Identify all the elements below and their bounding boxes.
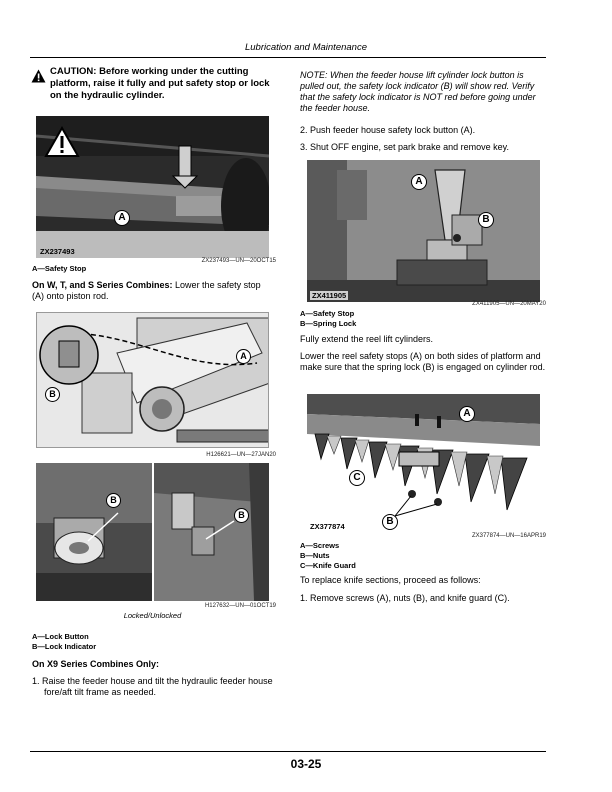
figure4-legend	[300, 309, 356, 329]
footer-rule	[30, 751, 546, 752]
figure5-callout-c: C	[349, 470, 365, 486]
figure3-legend	[32, 632, 96, 652]
x9-heading: On X9 Series Combines Only:	[32, 659, 160, 669]
page-header-title: Lubrication and Maintenance	[244, 42, 367, 53]
figure3-callout-b1: B	[106, 493, 121, 508]
legend-item: A—Safety Stop	[32, 264, 87, 273]
page-number: 03-25	[290, 757, 322, 771]
figure2-ref: H126621—UN—27JAN20	[206, 452, 276, 458]
right-step-3: 3. Shut OFF engine, set park brake and remove key.	[300, 142, 509, 152]
legend-item: B—Nuts	[300, 551, 330, 560]
figure3-caption: Locked/Unlocked	[123, 611, 182, 620]
figure3-callout-b2: B	[234, 508, 249, 523]
figure-knife-guard-diagram	[307, 394, 540, 536]
figure-safety-stop-photo	[36, 116, 269, 258]
figure4-id-label: ZX411905	[312, 291, 347, 300]
wts-heading: On W, T, and S Series Combines:	[32, 280, 173, 290]
wts-text: Lower the safety stop (A) onto piston rod.	[32, 280, 261, 301]
reel-paragraph-2: Lower the reel safety stops (A) on both sides of platform and make sure that the spring lock (B) is engaged on cylinder rod.	[300, 351, 546, 372]
knife-intro: To replace knife sections, proceed as follows:	[300, 575, 481, 585]
figure-lock-indicator-locked-photo	[36, 463, 152, 601]
figure4-ref: ZX411905—UN—20MAY20	[472, 301, 546, 307]
reel-paragraph-1: Fully extend the reel lift cylinders.	[300, 334, 434, 344]
figure1-callout-a: A	[114, 210, 130, 226]
figure-feeder-house-diagram	[36, 312, 269, 448]
figure5-callout-a: A	[459, 406, 475, 422]
x9-step-1	[32, 676, 277, 698]
figure-feeder-lock-photo	[307, 160, 540, 302]
figure1-id-label: ZX237493	[40, 247, 75, 256]
caution-text: CAUTION: Before working under the cutting platform, raise it fully and put safety stop or lock on the hydraulic cylinder.	[50, 66, 270, 101]
step-number: 1.	[32, 676, 40, 686]
step-text: Raise the feeder house and tilt the hydraulic feeder house fore/aft tilt frame as needed.	[42, 676, 273, 697]
figure5-id-label: ZX377874	[310, 522, 345, 531]
figure5-callout-b: B	[382, 514, 398, 530]
figure1-ref: ZX237493—UN—20OCT15	[201, 258, 276, 264]
figure-lock-indicator-unlocked-photo	[154, 463, 269, 601]
figure1-legend	[32, 264, 86, 274]
right-step-2: 2. Push feeder house safety lock button (A).	[300, 125, 476, 135]
figure4-callout-b: B	[478, 212, 494, 228]
legend-item: B—Lock Indicator	[32, 642, 97, 651]
legend-item: B—Spring Lock	[300, 319, 357, 328]
figure4-callout-a: A	[411, 174, 427, 190]
knife-step-1: 1. Remove screws (A), nuts (B), and knife guard (C).	[300, 593, 510, 603]
wts-paragraph	[32, 280, 272, 302]
figure5-ref: ZX377874—UN—16APR19	[471, 533, 546, 539]
header-rule	[30, 57, 546, 58]
figure5-legend	[300, 541, 356, 571]
legend-item: A—Screws	[300, 541, 340, 550]
legend-item: A—Lock Button	[32, 632, 89, 641]
legend-item: A—Safety Stop	[300, 309, 355, 318]
figure3-ref: H127632—UN—01OCT19	[204, 603, 276, 609]
figure2-callout-a: A	[236, 349, 251, 364]
figure2-callout-b: B	[45, 387, 60, 402]
note-text: NOTE: When the feeder house lift cylinder lock button is pulled out, the safety lock indicator (B) will show red. Verify that the safety lock indicator is NOT red before going under the feeder house.	[300, 70, 536, 113]
legend-item: C—Knife Guard	[300, 561, 356, 570]
